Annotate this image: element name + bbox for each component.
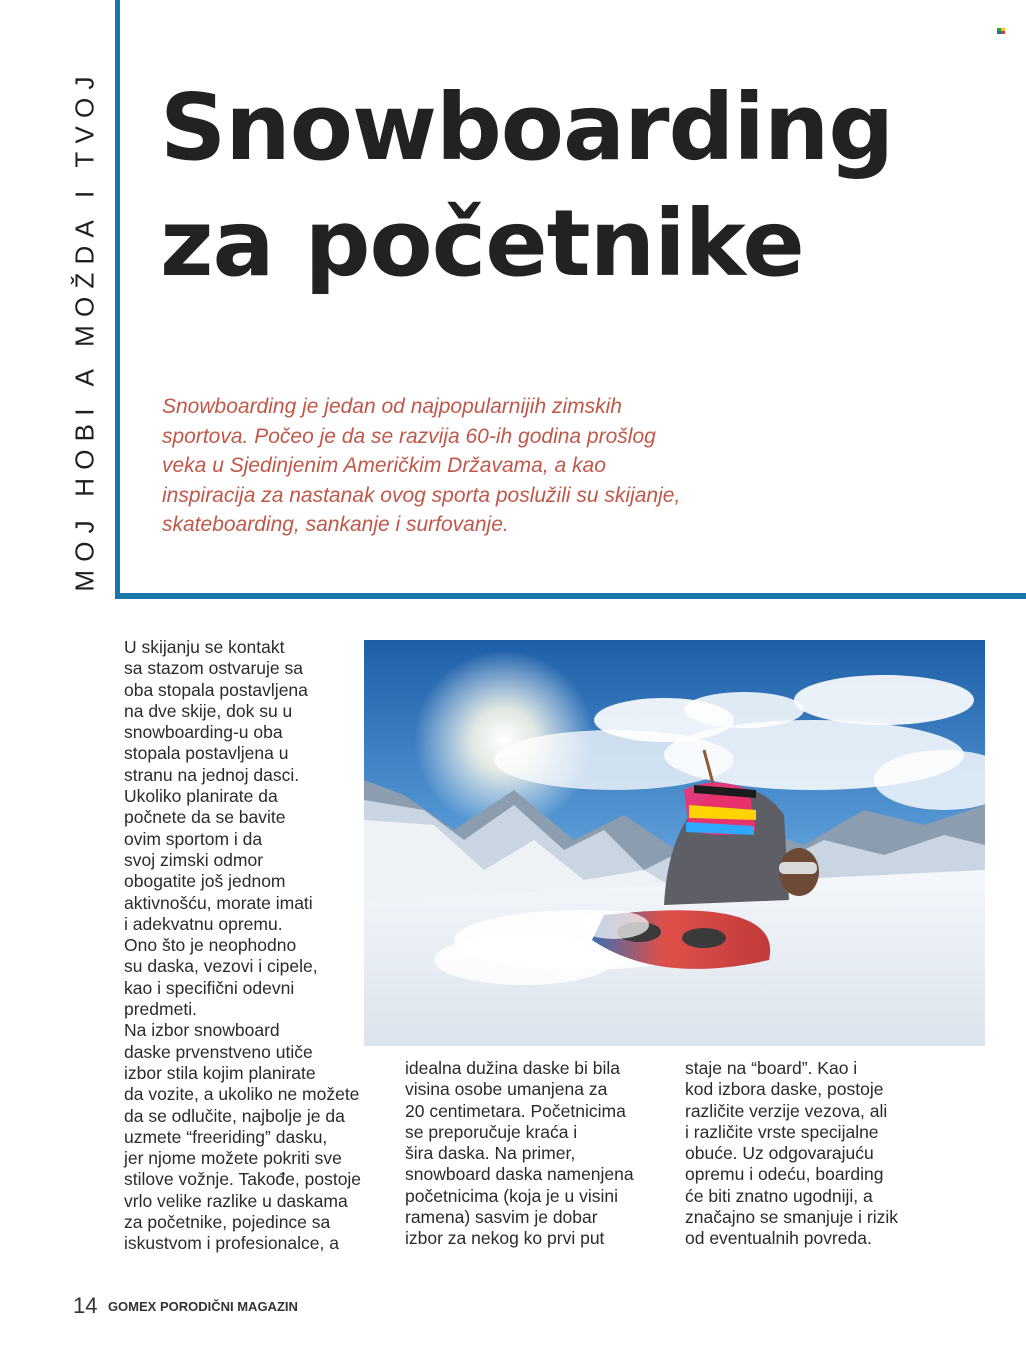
body-line: šira daska. Na primer,: [405, 1143, 576, 1164]
body-line: će biti znatno ugodniji, a: [685, 1185, 873, 1206]
body-line: obogatite još jednom: [124, 871, 286, 892]
body-line: opremu i odeću, boarding: [685, 1164, 884, 1185]
body-line: oba stopala postavljena: [124, 679, 308, 700]
body-line: počnete da se bavite: [124, 807, 286, 828]
body-line: Ono što je neophodno: [124, 935, 297, 956]
body-line: od eventualnih povreda.: [685, 1228, 872, 1249]
body-line: stopala postavljena u: [124, 743, 289, 764]
body-line: stranu na jednoj dasci.: [124, 764, 300, 785]
body-line: kao i specifični odevni: [124, 977, 295, 998]
body-line: stilove vožnje. Takođe, postoje: [124, 1169, 362, 1190]
corner-logo-icon: [997, 28, 1005, 34]
body-line: da se odlučite, najbolje je da: [124, 1105, 345, 1126]
section-label-text: MOJ HOBI A MOŽDA I TVOJ: [69, 68, 100, 592]
body-line: vrlo velike razlike u daskama: [124, 1190, 348, 1211]
body-line: predmeti.: [124, 999, 197, 1020]
body-line: 20 centimetara. Početnicima: [405, 1100, 626, 1121]
body-column-1: [124, 637, 364, 1255]
snowboarder-photo: [364, 640, 985, 1046]
body-line: ovim sportom i da: [124, 828, 263, 849]
body-line: jer njome možete pokriti sve: [124, 1148, 342, 1169]
body-line: ramena) sasvim je dobar: [405, 1207, 598, 1228]
body-line: različite verzije vezova, ali: [685, 1100, 888, 1121]
intro-line: inspiracija za nastanak ovog sporta poslužili su skijanje,: [162, 483, 681, 507]
body-line: sa stazom ostvaruje sa: [124, 658, 303, 679]
body-line: značajno se smanjuje i rizik: [685, 1207, 899, 1228]
page-number: 14: [73, 1293, 98, 1318]
body-line: izbor stila kojim planirate: [124, 1062, 316, 1083]
body-line: kod izbora daske, postoje: [685, 1079, 884, 1100]
body-column-3: [685, 1058, 945, 1250]
article-title-line-2: za početnike: [160, 190, 804, 297]
body-line: idealna dužina daske bi bila: [405, 1058, 621, 1078]
body-line: visina osobe umanjena za: [405, 1079, 608, 1100]
body-line: uzmete “freeriding” dasku,: [124, 1126, 328, 1147]
body-line: svoj zimski odmor: [124, 849, 264, 870]
intro-line: skateboarding, sankanje i surfovanje.: [162, 513, 509, 536]
body-line: i različite vrste specijalne: [685, 1121, 879, 1142]
body-line: U skijanju se kontakt: [124, 637, 285, 657]
body-line: izbor za nekog ko prvi put: [405, 1228, 605, 1249]
intro-line: Snowboarding je jedan od najpopularnijih zimskih: [162, 395, 622, 418]
body-line: snowboarding-u oba: [124, 722, 283, 743]
accent-frame-horizontal: [115, 593, 1026, 599]
body-line: na dve skije, dok su u: [124, 700, 293, 721]
body-line: Na izbor snowboard: [124, 1020, 280, 1041]
page-footer: [73, 1293, 298, 1321]
snowboarder-on-mountain-slope-icon: [364, 640, 985, 1046]
body-line: su daska, vezovi i cipele,: [124, 956, 318, 977]
body-line: daske prvenstveno utiče: [124, 1041, 313, 1062]
article-title-line-1: Snowboarding: [160, 74, 894, 181]
body-line: da vozite, a ukoliko ne možete: [124, 1084, 360, 1105]
intro-paragraph: [162, 392, 762, 540]
magazine-name: GOMEX PORODIČNI MAGAZIN: [107, 1298, 298, 1314]
intro-line: veka u Sjedinjenim Američkim Državama, a kao: [162, 454, 606, 477]
body-line: se preporučuje kraća i: [405, 1121, 578, 1142]
section-label: [60, 70, 110, 590]
body-line: početnicima (koja je u visini: [405, 1185, 619, 1206]
body-line: aktivnošću, morate imati: [124, 892, 313, 913]
intro-line: sportova. Počeo je da se razvija 60-ih godina prošlog: [162, 424, 656, 448]
body-column-2: [405, 1058, 665, 1250]
body-line: za početnike, pojedince sa: [124, 1212, 331, 1233]
body-line: snowboard daska namenjena: [405, 1164, 634, 1185]
body-line: obuće. Uz odgovarajuću: [685, 1143, 874, 1164]
body-line: staje na “board”. Kao i: [685, 1058, 858, 1078]
body-line: Ukoliko planirate da: [124, 786, 278, 807]
accent-frame-vertical: [115, 0, 120, 599]
article-title: [160, 70, 1020, 302]
body-line: i adekvatnu opremu.: [124, 913, 283, 934]
body-line: iskustvom i profesionalce, a: [124, 1233, 339, 1254]
